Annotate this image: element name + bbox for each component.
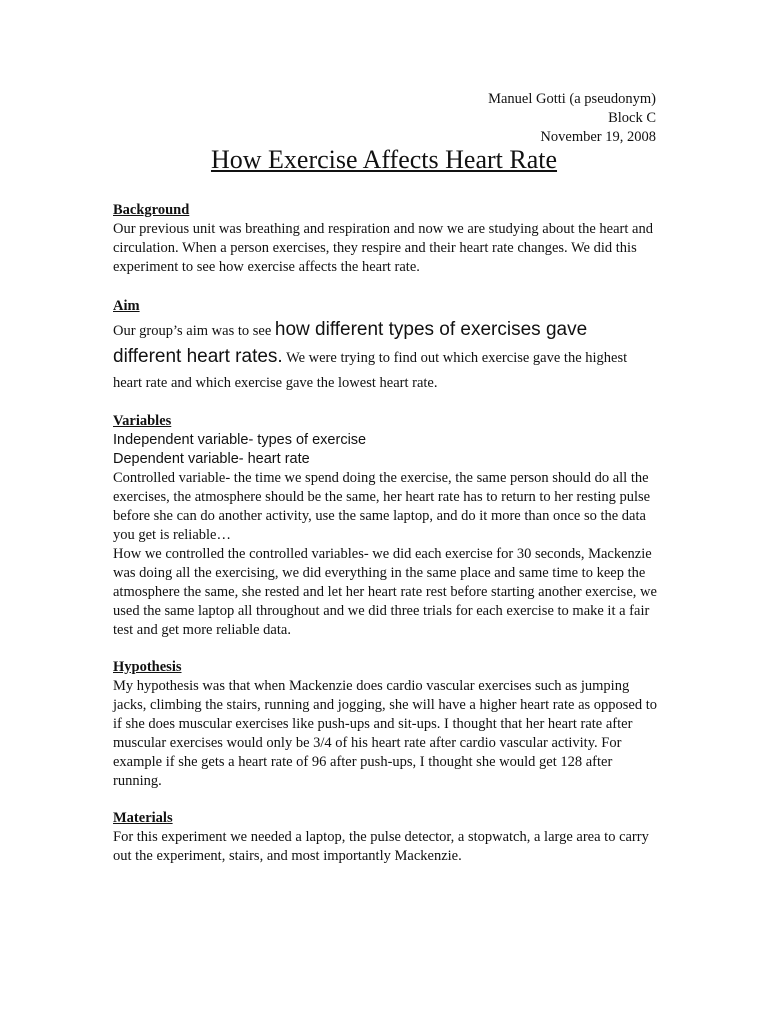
background-section — [113, 201, 658, 277]
controlled-variable-text: Controlled variable- the time we spend doing the exercise, the same person should do all the exercises, the atmosphere should be the same, her heart rate has to return to her resting pulse before she can do another activity, use the same laptop, and do it more than once so the data you get is reliable… — [113, 470, 651, 543]
aim-section — [113, 297, 658, 396]
materials-text: For this experiment we needed a laptop, the pulse detector, a stopwatch, a large area to carry out the experiment, stairs, and most importantly Mackenzie. — [113, 829, 649, 864]
date-line: November 19, 2008 — [540, 129, 656, 145]
author-line: Manuel Gotti (a pseudonym) — [488, 91, 656, 107]
aim-text — [113, 317, 658, 396]
variables-section — [113, 412, 658, 640]
dependent-variable: Dependent variable- heart rate — [113, 451, 310, 467]
background-text: Our previous unit was breathing and respiration and now we are studying about the heart and circulation. When a person exercises, they respire and their heart rate changes. We did this experiment to see how exercise affects the heart rate. — [113, 221, 653, 275]
variables-heading: Variables — [113, 413, 172, 429]
aim-emphasis: how different types of exercises gave different heart rates. — [113, 319, 588, 367]
document-title: How Exercise Affects Heart Rate — [210, 145, 558, 174]
background-heading: Background — [113, 202, 190, 218]
independent-variable: Independent variable- types of exercise — [113, 432, 367, 448]
aim-rest: We were trying to find out which exercise gave the highest heart rate and which exercise gave the lowest heart rate. — [113, 350, 628, 391]
block-line: Block C — [608, 110, 656, 126]
aim-heading: Aim — [113, 298, 140, 314]
hypothesis-section — [113, 658, 658, 791]
document-body — [113, 201, 658, 866]
materials-heading: Materials — [113, 810, 173, 826]
hypothesis-heading: Hypothesis — [113, 659, 182, 675]
materials-section — [113, 809, 658, 866]
header-block — [488, 90, 656, 147]
how-controlled-text: How we controlled the controlled variables- we did each exercise for 30 seconds, Mackenzie was doing all the exercising, we did everything in the same place and same time to keep the atmosphere the same, she rested and let her heart rate rest before starting another exercise, we used the same laptop all throughout and we did three trials for each exercise to make it a fair test and get more reliable data. — [113, 546, 657, 638]
aim-lead: Our group’s aim was to see — [113, 323, 275, 339]
hypothesis-text: My hypothesis was that when Mackenzie does cardio vascular exercises such as jumping jacks, climbing the stairs, running and jogging, she will have a higher heart rate as opposed to if she does muscular exercises like push-ups and sit-ups. I thought that her heart rate after muscular exercises would only be 3/4 of his heart rate after cardio vascular activity. For example if she gets a heart rate of 96 after push-ups, I thought she would get 128 after running. — [113, 678, 658, 789]
